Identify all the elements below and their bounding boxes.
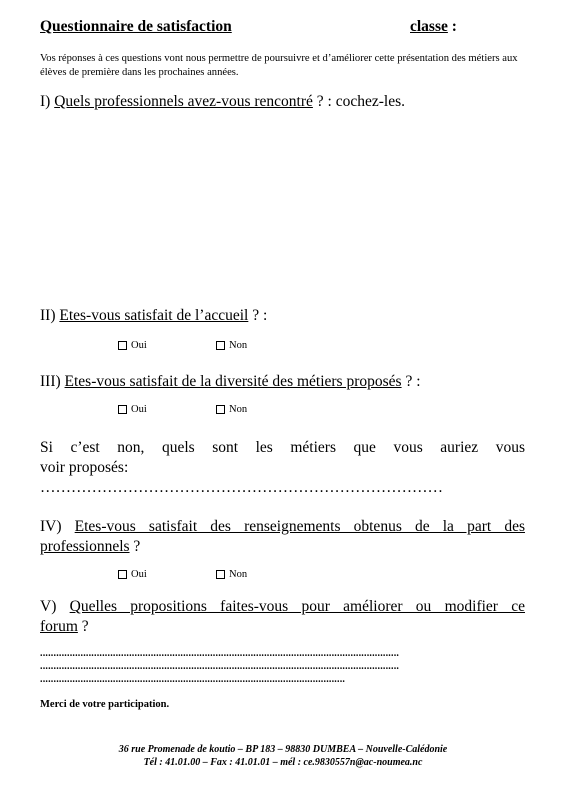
answer-line-1[interactable]: ..................................................................................................................................... [40, 648, 400, 659]
classe-field [410, 18, 457, 36]
question-3 [40, 372, 421, 391]
question-2 [40, 306, 267, 325]
q3-oui-checkbox[interactable] [118, 405, 127, 414]
q4-oui-label: Oui [131, 569, 147, 580]
q3-answer-line[interactable]: …………………………………………………………………… [40, 479, 443, 496]
question-4-prefix: IV) [40, 518, 75, 535]
question-4-line1 [40, 517, 525, 536]
question-2-suffix: ? : [248, 307, 268, 324]
q2-oui-checkbox[interactable] [118, 341, 127, 350]
q2-oui-option[interactable] [118, 340, 147, 351]
q4-oui-option[interactable] [118, 569, 147, 580]
question-3-prefix: III) [40, 373, 65, 390]
q3-oui-option[interactable] [118, 404, 147, 415]
question-3-suffix: ? : [401, 373, 421, 390]
q3-non-option[interactable] [216, 404, 247, 415]
question-1-prefix: I) [40, 93, 55, 110]
answer-line-2[interactable]: ..................................................................................................................................... [40, 661, 400, 672]
classe-label: classe [410, 18, 448, 35]
q2-non-option[interactable] [216, 340, 247, 351]
q2-non-label: Non [229, 340, 248, 351]
question-5-text-1: Quelles propositions faites-vous pour améliorer ou modifier ce [69, 598, 525, 615]
question-4-text-1: Etes-vous satisfait des renseignements obtenus de la part des [74, 518, 525, 535]
q2-non-checkbox[interactable] [216, 341, 225, 350]
question-2-prefix: II) [40, 307, 60, 324]
question-5-prefix: V) [40, 598, 70, 615]
q3-followup-line1: Si c’est non, quels sont les métiers que vous auriez vous [40, 439, 525, 456]
answer-line-3[interactable]: ................................................................................................................. [40, 674, 346, 685]
question-3-text: Etes-vous satisfait de la diversité des métiers proposés [64, 373, 402, 390]
question-1 [40, 92, 405, 111]
question-4-line2 [40, 537, 140, 556]
classe-colon: : [447, 18, 457, 35]
intro-text: Vos réponses à ces questions vont nous permettre de poursuivre et d’améliorer cette présentation des métiers aux élèves de première dans les prochaines années. [40, 53, 518, 78]
question-5-text-2: forum [40, 618, 78, 635]
q3-followup-line2: voir proposés: [40, 459, 129, 476]
footer-contact: Tél : 41.01.00 – Fax : 41.01.01 – mél : ce.9830557n@ac-noumea.nc [143, 757, 423, 768]
q4-non-label: Non [229, 569, 248, 580]
question-4-suffix: ? [129, 538, 141, 555]
q4-non-option[interactable] [216, 569, 247, 580]
q3-non-label: Non [229, 404, 248, 415]
question-1-suffix: ? : cochez-les. [312, 93, 405, 110]
q4-oui-checkbox[interactable] [118, 570, 127, 579]
question-5-line1 [40, 597, 525, 616]
q2-oui-label: Oui [131, 340, 147, 351]
q4-non-checkbox[interactable] [216, 570, 225, 579]
question-4-text-2: professionnels [40, 538, 130, 555]
question-5-line2 [40, 617, 89, 636]
questionnaire-title: Questionnaire de satisfaction [40, 18, 232, 35]
question-2-text: Etes-vous satisfait de l’accueil [59, 307, 249, 324]
question-5-suffix: ? [77, 618, 89, 635]
q3-oui-label: Oui [131, 404, 147, 415]
q3-non-checkbox[interactable] [216, 405, 225, 414]
footer-address: 36 rue Promenade de koutio – BP 183 – 98830 DUMBEA – Nouvelle-Calédonie [118, 744, 448, 755]
question-1-text: Quels professionnels avez-vous rencontré [54, 93, 313, 110]
thanks-text: Merci de votre participation. [40, 699, 170, 710]
